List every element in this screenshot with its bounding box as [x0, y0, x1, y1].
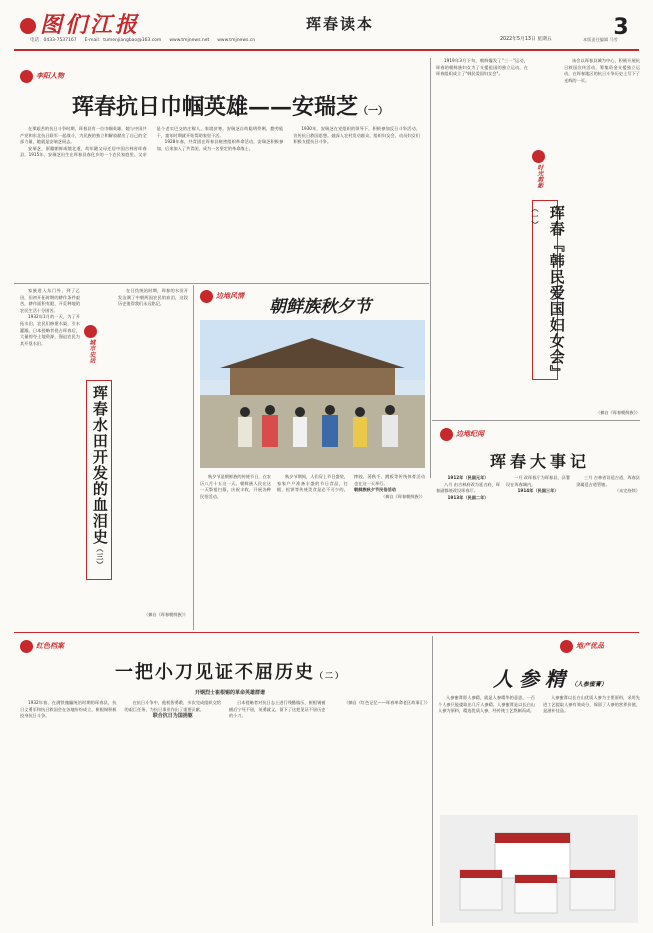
year-heading: 1913年（民国二年） — [447, 494, 489, 500]
article6-source: （摘自《红色记忆——珲春革命老区故事汇》） — [344, 700, 430, 705]
page-number: 3 — [613, 15, 629, 40]
section-divider-red — [14, 632, 639, 633]
article4-tag: 时光剪影 — [532, 150, 545, 188]
newspaper-logo: 图们江报 — [20, 12, 170, 40]
article7-body — [438, 695, 640, 805]
contact-bar — [30, 38, 430, 46]
article6-tag: 红色档案 — [20, 640, 64, 653]
logo-seal-icon — [20, 18, 36, 34]
section-divider — [14, 283, 429, 284]
paragraph: 1919年3月下旬，朝鲜爆发了"三一"运动，珲春的朝鲜族妇女为了支援祖国的独立运动，在珲春组织成立了"韩民爱国妇女会"。 — [436, 58, 528, 77]
masthead — [0, 0, 653, 52]
article1-body — [20, 126, 420, 276]
festival-photo-graphic — [200, 320, 425, 468]
article7-tag: 地产优品 — [560, 640, 604, 653]
column-divider — [432, 636, 433, 926]
tag-badge-icon — [440, 428, 453, 441]
paragraph: 1930年，安瑞芝在党组织的领导下，积极参加反日斗争活动，宣传抗日救国思想。她深入农村发动群众，组织妇女会，动员妇女们积极支援抗日斗争。 — [293, 126, 420, 145]
article3-body — [200, 474, 425, 624]
article5-title: 珲春大事记 — [489, 452, 590, 471]
article2-tag: 城市史话 — [84, 325, 97, 363]
paragraph: 安瑞芝，原籍朝鲜咸镜北道，幼年随父母迁居中国吉林省珲春县。1915年，安瑞芝出生在珲春县春化乡的一个农民家庭里。父亲是个老实巴交的庄稼人，家境贫寒。安瑞芝自幼聪明伶俐，勤劳能干，童年时期就开始帮助家里干活。 — [20, 126, 284, 158]
article4-body-top — [436, 58, 528, 238]
entry: 八月 由吉林府改为延吉府，珲春副都统改设珲春厅。 — [436, 481, 500, 494]
article5-source: （未完待续） — [614, 488, 640, 494]
product-photo-graphic — [440, 815, 638, 923]
paragraph: 在那艰苦的抗日斗争时期，珲春县有一位巾帼英雄，她与中国共产党和东北抗日联军一起战斗，为民族的独立和解放献出了自己的全部力量，她就是安瑞芝同志。 — [20, 126, 147, 145]
article2-title: 珲春水田开发的血泪史（三） — [90, 385, 109, 569]
article6-title: 一把小刀见证不屈历史（二） — [115, 662, 345, 683]
article4-title: 珲春『韩民爱国妇女会』（一） — [531, 205, 566, 381]
email: E-mail：tumenjiangbao@163.com — [84, 38, 162, 43]
article2-source: （摘自《珲春朝鲜族》） — [144, 612, 188, 617]
paragraph: 秋夕节期间，人们穿上节日盛装，家家户户准备丰盛的节日食品，打糕、松饼等传统美食是必不可少的。摔跤、荡秋千、跳板等传统体育活动也在这一天举行。 — [277, 474, 425, 493]
entry: 三月 吉林省设延吉道，珲春县隶属延吉道管辖。 — [576, 475, 640, 487]
article6-body — [20, 700, 430, 925]
article3-tag: 边地风情 — [200, 290, 244, 303]
issue-date: 2022年5月13日 星期五 — [500, 37, 552, 42]
article2-title-box — [86, 380, 112, 580]
paragraph: 在抗日斗争中，他机智勇敢，多次完成组织交给的艰巨任务，为抗日事业作出了重要贡献。 — [124, 700, 221, 712]
entry: 一月 改珲春厅为珲春县，县署设在珲春城内。 — [506, 475, 570, 487]
paragraph: 日本侵略者对抗日志士进行残酷镇压，崔根锡被捕后宁死不屈，英勇就义，留下了这把见证不屈历史的小刀。 — [229, 700, 326, 719]
paragraph: 1932年1月的一天，为了开拓水田，农民们修建水渠，引水灌溉。日本侵略者侵占珲春后，大量掠夺土地资源，强迫农民为其开垦水田。 — [20, 314, 80, 346]
paragraph: 人参蜜膏以长白山优质人参为主要原料，采用先进工艺提取人参有效成分，保留了人参的营养价值，是滋补佳品。 — [543, 695, 640, 714]
article7-title: 人参精（人参蜜膏） — [492, 667, 607, 691]
section-divider — [432, 420, 640, 421]
article1-tag: 李阳人物 — [20, 70, 64, 83]
paragraph: 1928年春，共青团在珲春县秘密组织革命活动，安瑞芝积极参加，后来加入了共青团，成为一名坚定的革命战士。 — [156, 139, 284, 151]
column-divider — [430, 58, 431, 478]
article3-title: 朝鲜族秋夕节 — [269, 297, 371, 317]
article4-source: （摘自《珲春朝鲜族》） — [596, 410, 640, 415]
article1-title: 珲春抗日巾帼英雄——安瑞芝（一） — [71, 94, 388, 120]
article6-lead: 开钢烈士崔根锡的革命英雄群谱 — [194, 690, 265, 696]
ginseng-product-photo — [440, 815, 638, 923]
column-divider — [193, 285, 194, 630]
article4-body-right — [564, 58, 640, 348]
article5-tag: 边地纪闻 — [440, 428, 484, 441]
paragraph: 在日伪统治时期，珲春的水田开发沾满了中朝两国农民的血泪，这段历史值得我们永远铭记。 — [118, 288, 188, 307]
article5-body — [436, 475, 640, 615]
year-heading: 1912年（民国元年） — [447, 475, 489, 480]
festival-photo — [200, 320, 425, 468]
paragraph: 家族进入东门外，到了乙田，但初开拓时期的耕作条件艰苦，耕作面积有限，开荒种地的农民生活十分困苦。 — [20, 288, 80, 313]
paragraph: 人参蜜膏即人参精，就是人参精华的意思，一百个人参只能提取出几斤人参精。人参蜜膏是以长白山人参为原料，精选优质人参，经传统工艺熬制而成。 — [438, 695, 535, 714]
tag-badge-icon — [200, 290, 213, 303]
article2-body-right — [118, 288, 188, 618]
year-heading: 1914年（民国三年） — [517, 488, 559, 494]
website[interactable]: www.tmjnews.net — [169, 38, 210, 43]
tag-badge-icon — [20, 640, 33, 653]
paragraph: 1932年春，在满铁傀儡统治时期的珲春县，抗日义勇军和抗日救国会在各地纷纷成立，崔根锡积极投身抗日斗争。 — [20, 700, 117, 719]
masthead-divider — [14, 49, 639, 51]
page-title: 珲春读本 — [305, 15, 374, 33]
section-heading: 联合抗日为国捐躯 — [152, 713, 193, 720]
paragraph: 秋夕节是朝鲜族的传统节日，在农历八月十五这一天。朝鲜族人民在这一天祭祖扫墓，庆祝丰收，开展各种民俗活动。 — [200, 474, 271, 499]
tag-badge-icon — [84, 325, 97, 338]
paragraph: 该会以珲春县城为中心，积极开展抗日救国宣传活动，筹集资金支援独立运动，在珲春地区的抗日斗争历史上写下了光辉的一页。 — [564, 58, 640, 83]
article4-title-box — [531, 200, 566, 381]
tag-badge-icon — [560, 640, 573, 653]
page-editor: 本版责任编辑 马雪 — [583, 37, 618, 42]
website-alt[interactable]: www.tmjnews.cn — [217, 38, 256, 43]
phone: 电话：0433-7537167 — [30, 38, 77, 43]
article3-source: （摘自《珲春朝鲜族》） — [381, 493, 425, 499]
photo-caption: 朝鲜族秋夕节民俗活动 — [354, 487, 396, 493]
article2-body-left — [20, 288, 80, 618]
tag-badge-icon — [532, 150, 545, 163]
tag-badge-icon — [20, 70, 33, 83]
